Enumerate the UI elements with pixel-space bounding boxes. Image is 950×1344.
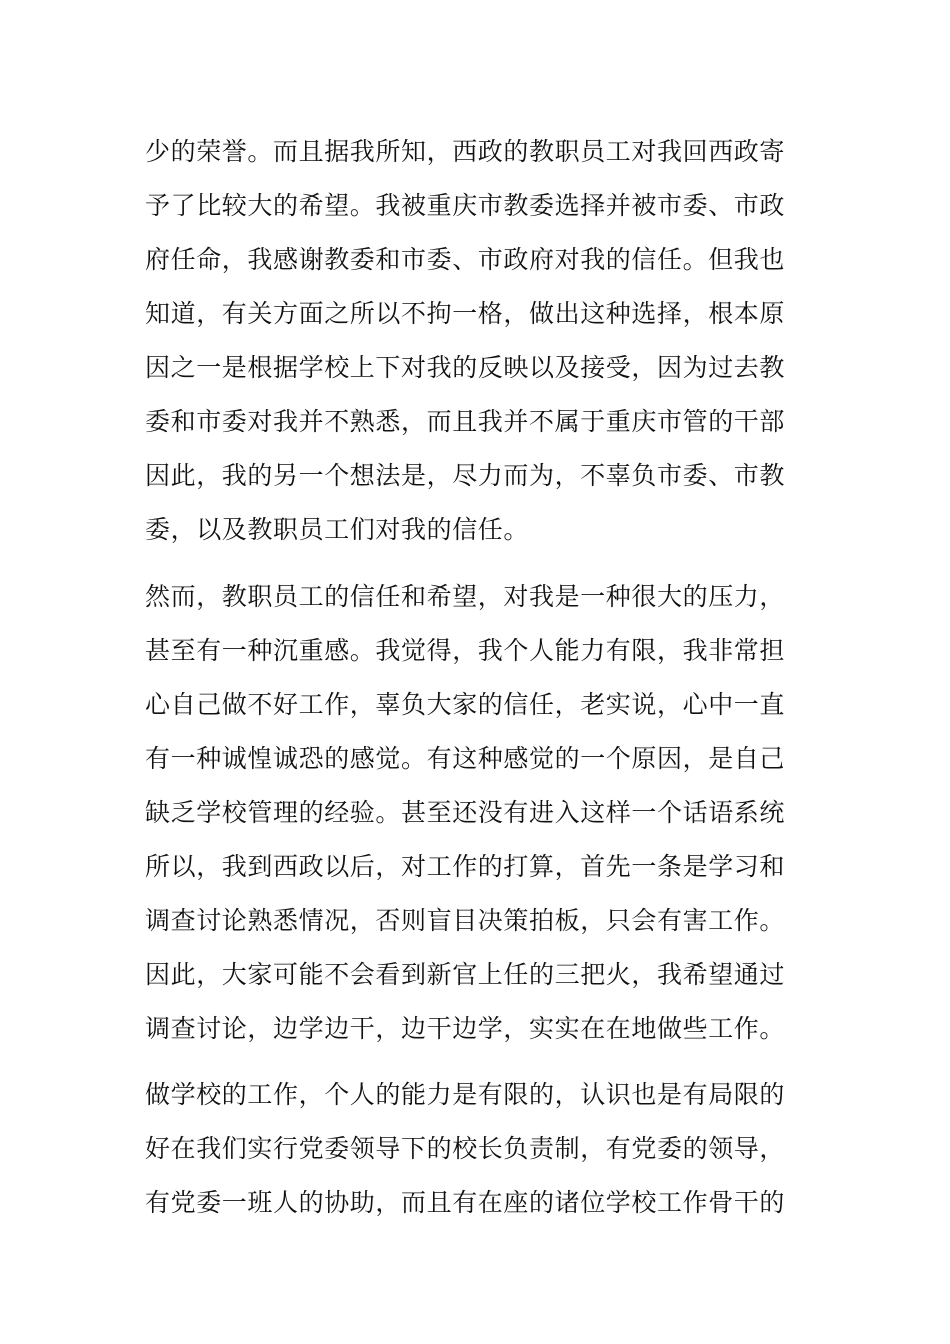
text-line: 委和市委对我并不熟悉，而且我并不属于重庆市管的干部 (145, 407, 786, 436)
text-line: 因此，大家可能不会看到新官上任的三把火，我希望通过 (145, 960, 786, 989)
text-line: 调查讨论熟悉情况，否则盲目决策拍板，只会有害工作。 (145, 906, 786, 935)
paragraph-3 (145, 1068, 815, 1230)
text-line: 少的荣誉。而且据我所知，西政的教职员工对我回西政寄 (145, 137, 786, 166)
text-line: 然而，教职员工的信任和希望，对我是一种很大的压力， (145, 582, 786, 611)
paragraph-2 (145, 570, 815, 1056)
text-line: 有党委一班人的协助，而且有在座的诸位学校工作骨干的 (145, 1188, 786, 1217)
text-line: 调查讨论，边学边干，边干边学，实实在在地做些工作。 (145, 1014, 786, 1043)
text-line: 有一种诚惶诚恐的感觉。有这种感觉的一个原因，是自己 (145, 744, 786, 773)
text-line: 好在我们实行党委领导下的校长负责制，有党委的领导， (145, 1134, 786, 1163)
text-line: 委，以及教职员工们对我的信任。 (145, 515, 530, 544)
text-line: 因之一是根据学校上下对我的反映以及接受，因为过去教 (145, 353, 786, 382)
paragraph-1 (145, 125, 815, 557)
text-line: 府任命，我感谢教委和市委、市政府对我的信任。但我也 (145, 245, 786, 274)
text-line: 知道，有关方面之所以不拘一格，做出这种选择，根本原 (145, 299, 786, 328)
text-line: 缺乏学校管理的经验。甚至还没有进入这样一个话语系统 (145, 798, 786, 827)
text-line: 做学校的工作，个人的能力是有限的，认识也是有局限的 (145, 1080, 786, 1109)
text-line: 予了比较大的希望。我被重庆市教委选择并被市委、市政 (145, 191, 786, 220)
text-line: 所以，我到西政以后，对工作的打算，首先一条是学习和 (145, 852, 786, 881)
text-line: 甚至有一种沉重感。我觉得，我个人能力有限，我非常担 (145, 636, 786, 665)
text-line: 因此，我的另一个想法是，尽力而为，不辜负市委、市教 (145, 461, 786, 490)
text-line: 心自己做不好工作，辜负大家的信任，老实说，心中一直 (145, 690, 786, 719)
